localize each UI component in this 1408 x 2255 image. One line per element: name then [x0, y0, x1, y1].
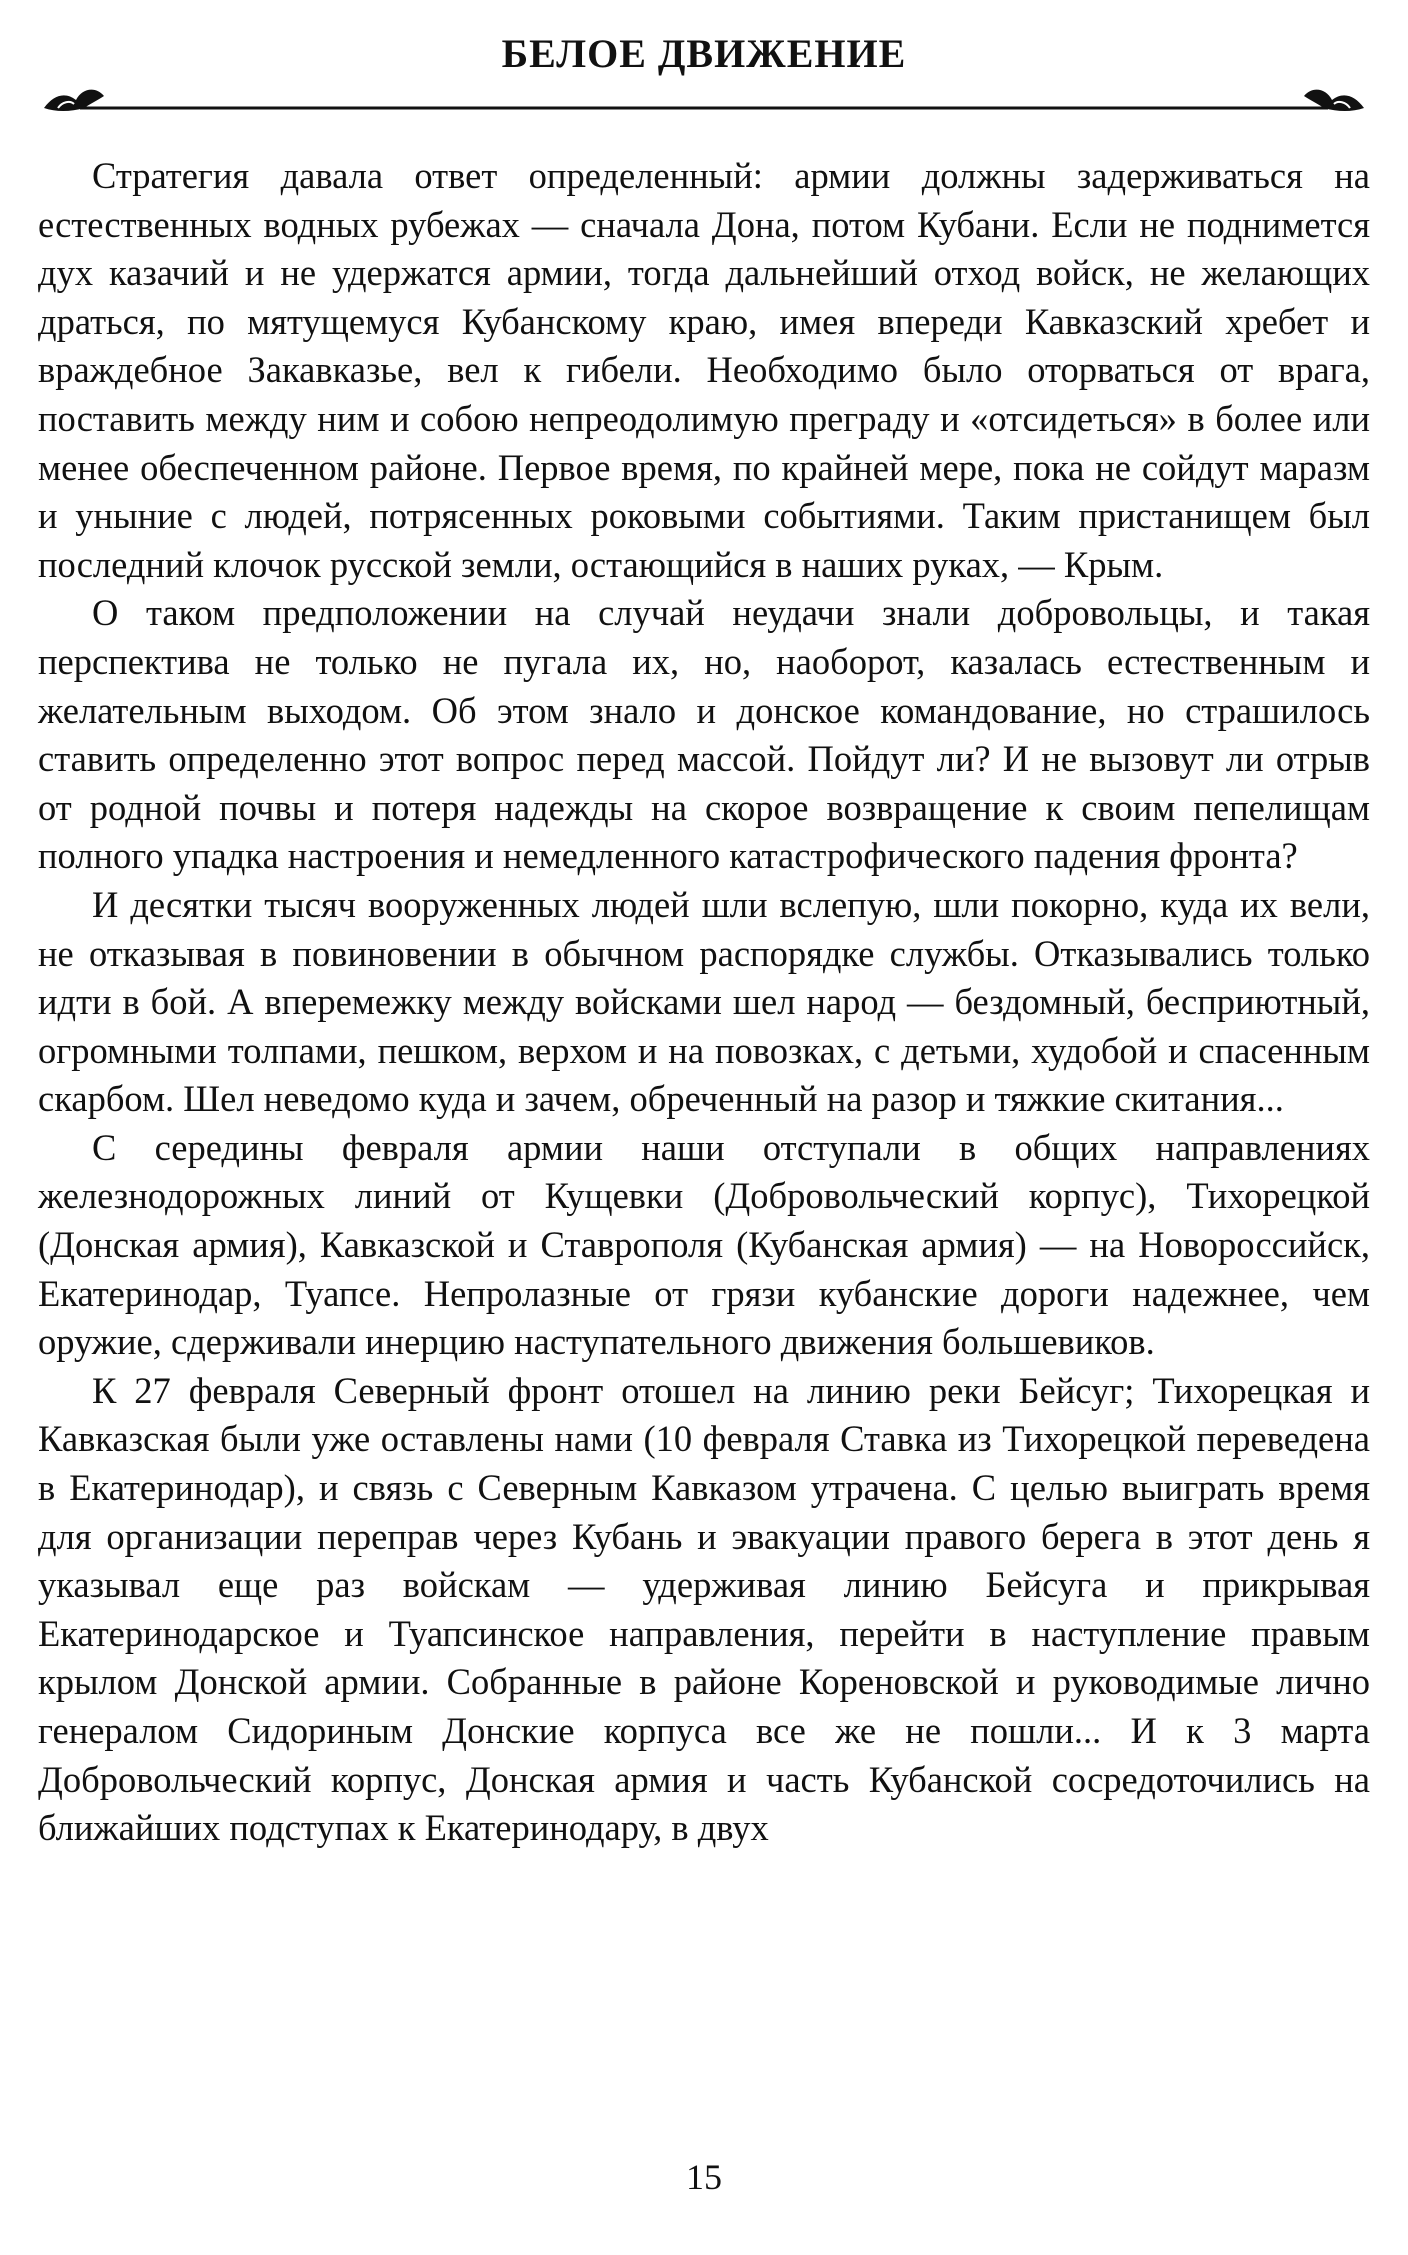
ornamental-rule: [40, 82, 1368, 116]
paragraph: Стратегия давала ответ определенный: армии должны задерживаться на естественных водных рубежах — сначала Дона, потом Кубани. Если не поднимется дух казачий и не удержатся армии, тогда дальнейший отход войск, не желающих драться, по мятущемуся Кубанскому краю, имея впереди Кавказский хребет и враждебное Закавказье, вел к гибели. Необходимо было оторваться от врага, поставить между ним и собою непреодолимую преграду и «отсидеться» в более или менее обеспеченном районе. Первое время, по крайней мере, пока не сойдут маразм и уныние с людей, потрясенных роковыми событиями. Таким пристанищем был последний клочок русской земли, остающийся в наших руках, — Крым.: [38, 155, 1370, 585]
paragraph: И десятки тысяч вооруженных людей шли вслепую, шли покорно, куда их вели, не отказывая в повиновении в обычном распорядке службы. Отказывались только идти в бой. А вперемежку между войсками шел народ — бездомный, бесприютный, огромными толпами, пешком, верхом и на повозках, с детьми, худобой и спасенным скарбом. Шел неведомо куда и зачем, обреченный на разор и тяжкие скитания...: [38, 883, 1370, 1120]
page-number: 15: [686, 2157, 722, 2197]
body-text: [38, 152, 1370, 1853]
running-title: БЕЛОЕ ДВИЖЕНИЕ: [501, 31, 907, 76]
paragraph: С середины февраля армии наши отступали в общих направлениях железнодорожных линий от Кущевки (Добровольческий корпус), Тихорецкой (Донская армия), Кавказской и Ставрополя (Кубанская армия) — на Новороссийск, Екатеринодар, Туапсе. Непролазные от грязи кубанские дороги надежнее, чем оружие, сдерживали инерцию наступательного движения большевиков.: [38, 1126, 1370, 1363]
page-header: [40, 20, 1368, 110]
paragraph: О таком предположении на случай неудачи знали добровольцы, и такая перспектива не только не пугала их, но, наоборот, казалась естественным и желательным выходом. Об этом знало и донское командование, но страшилось ставить определенно этот вопрос перед массой. Пойдут ли? И не вызовут ли отрыв от родной почвы и потеря надежды на скорое возвращение к своим пепелищам полного упадка настроения и немедленного катастрофического падения фронта?: [38, 592, 1370, 877]
paragraph: К 27 февраля Северный фронт отошел на линию реки Бейсуг; Тихорецкая и Кавказская были уже оставлены нами (10 февраля Ставка из Тихорецкой переведена в Екатеринодар), и связь с Северным Кавказом утрачена. С целью выиграть время для организации переправ через Кубань и эвакуации правого берега в этот день я указывал еще раз войскам — удерживая линию Бейсуга и прикрывая Екатеринодарское и Туапсинское направления, перейти в наступление правым крылом Донской армии. Собранные в районе Кореновской и руководимые лично генералом Сидориным Донские корпуса все же не пошли... И к 3 марта Добровольческий корпус, Донская армия и часть Кубанской сосредоточились на ближайших подступах к Екатеринодару, в двух: [38, 1369, 1370, 1849]
